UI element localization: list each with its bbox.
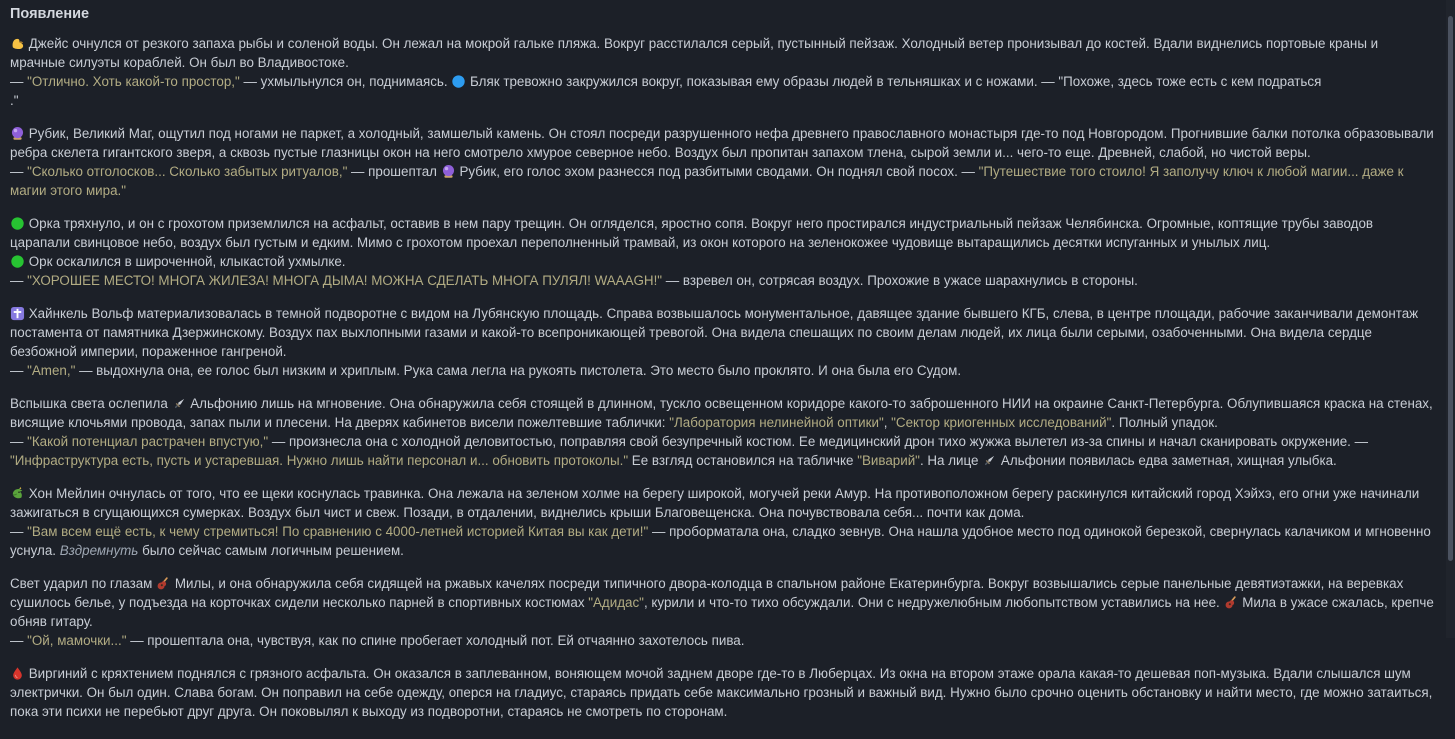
message-paragraph [10, 124, 1435, 200]
narration-text: Альфонию лишь на мгновение. Она обнаружила себя стоящей в длинном, тускло освещенном коридоре какого-то заброшенного НИИ на окраине Санкт-Петербурга. Облупившаяся краска на стенах, висящие клочьями провода, запах пыли и плесени. На дверях кабинетов висели пожелтевшие таблички: [10, 396, 1433, 430]
narration-text: — взревел он, сотрясая воздух. Прохожие в ужасе шарахнулись в стороны. [662, 273, 1138, 288]
narration-text: Орк оскалился в широченной, клыкастой ухмылке. [25, 254, 346, 269]
dialogue-quote: "Лаборатория нелинейной оптики" [669, 415, 884, 430]
narration-text: Бляк тревожно закружился вокруг, показывая ему образы людей в тельняшках и с ножами. — "Похоже, здесь тоже есть с кем подраться [466, 74, 1322, 89]
dialogue-quote: "Amen," [27, 363, 76, 378]
green-circle-icon [10, 216, 25, 231]
crystal-ball-icon [441, 164, 456, 179]
dialogue-quote: "Сколько отголосков... Сколько забытых ритуалов," [27, 164, 348, 179]
dialogue-quote: "Сектор криогенных исследований" [891, 415, 1112, 430]
guitar-icon [1224, 595, 1239, 610]
guitar-icon [156, 576, 171, 591]
dialogue-quote: "Путешествие того стоило! Я заполучу ключ к любой магии... даже к магии этого мира." [10, 164, 1404, 198]
dialogue-quote: "Адидас" [588, 595, 644, 610]
dialogue-quote: "Инфраструктура есть, пусть и устаревшая. Нужно лишь найти персонал и... обновить протоколы." [10, 453, 629, 468]
narration-text: . На лице [919, 453, 983, 468]
narration-text: Ее взгляд остановился на табличке [628, 453, 858, 468]
narration-text: — произнесла она с холодной деловитостью, поправляя свой безупречный костюм. Ее медицинский дрон тихо жужжа вылетел из-за спины и начал сканировать окружение. — [268, 434, 1368, 449]
narration-text: , курили и что-то тихо обсуждали. Они с недружелюбным любопытством уставились на нее. [643, 595, 1224, 610]
blood-drop-icon [10, 666, 25, 681]
dragon-icon [10, 486, 25, 501]
narration-text: . Полный упадок. [1111, 415, 1218, 430]
muscle-icon [10, 36, 25, 51]
narration-text: Виргиний с кряхтением поднялся с грязного асфальта. Он оказался в заплеванном, воняющем мочой заднем дворе где-то в Люберцах. Из окна на втором этаже орала какая-то дешевая поп-музыка. Вдали слышался шум электрички. Он был один. Слава богам. Он поправил на себе одежду, оперся на гладиус, стараясь придать себе максимально грозный и важный вид. Нужно было срочно оценить обстановку и найти место, где можно затаиться, пока эти психи не перебьют друг друга. Он поковылял к выходу из подворотни, стараясь не смотреть по сторонам. [10, 666, 1433, 719]
narration-text: — [10, 363, 28, 378]
narration-text: ." [10, 93, 19, 108]
narration-text: Рубик, Великий Маг, ощутил под ногами не паркет, а холодный, замшелый камень. Он стоял посреди разрушенного нефа древнего православного монастыря где-то под Новгородом. Прогнившие балки потолка образовывали ребра скелета гигантского зверя, а сквозь пустые глазницы окон на него смотрело хмурое северное небо. Воздух был пропитан запахом тлена, сырой земли и... чего-то еще. Древней, слабой, но чистой веры. [10, 126, 1434, 160]
dagger-icon [172, 396, 187, 411]
dialogue-quote: "Виварий" [857, 453, 920, 468]
narration-text: — прошептал [347, 164, 441, 179]
narration-text: Хайнкель Вольф материализовалась в темной подворотне с видом на Лубянскую площадь. Справа возвышалось монументальное, давящее здание бывшего КГБ, слева, в центре площади, рабочие заканчивали демонтаж постамента от памятника Дзержинскому. Воздух пах выхлопными газами и какой-то всепроникающей тревогой. Она видела спешащих по своим делам людей, их лица были серыми, озабоченными. Она видела сердце безбожной империи, пораженное гангреной. [10, 306, 1419, 359]
message-paragraph [10, 574, 1435, 650]
cross-icon [10, 306, 25, 321]
dialogue-quote: "Вам всем ещё есть, к чему стремиться! По сравнению с 4000-летней историей Китая вы как дети!" [27, 524, 649, 539]
italic-text: Вздремнуть [59, 543, 139, 558]
narration-text: Милы, и она обнаружила себя сидящей на ржавых качелях посреди типичного двора-колодца в спальном районе Екатеринбурга. Вокруг возвышались серые панельные девятиэтажки, на веревках сушилось белье, у подъезда на корточках сидели несколько парней в спортивных костюмах [10, 576, 1404, 610]
narration-text: — прошептала она, чувствуя, как по спине пробегает холодный пот. Ей отчаянно захотелось пива. [126, 633, 745, 648]
narration-text: Альфонии появилась едва заметная, хищная улыбка. [997, 453, 1337, 468]
crystal-ball-icon [10, 126, 25, 141]
scrollbar-thumb[interactable] [1448, 16, 1453, 561]
message-paragraph [10, 214, 1435, 290]
narration-text: Вспышка света ослепила [10, 396, 172, 411]
narration-text: — [10, 524, 28, 539]
narration-text: Хон Мейлин очнулась от того, что ее щеки коснулась травинка. Она лежала на зеленом холме на берегу широкой, могучей реки Амур. На противоположном берегу раскинулся китайский город Хэйхэ, его огни уже начинали зажигаться в сгущающихся сумерках. Воздух был чист и свеж. Позади, в отдалении, виднелись крыши Благовещенска. Она почувствовала себя... почти как дома. [10, 486, 1420, 520]
dialogue-quote: "Отлично. Хоть какой-то простор," [27, 74, 240, 89]
narration-text: было сейчас самым логичным решением. [138, 543, 404, 558]
narration-text: Джейс очнулся от резкого запаха рыбы и соленой воды. Он лежал на мокрой гальке пляжа. Вокруг расстилался серый, пустынный пейзаж. Холодный ветер пронизывал до костей. Вдали виднелись портовые краны и мрачные силуэты кораблей. Он был во Владивостоке. [10, 36, 1379, 70]
message-paragraph [10, 484, 1435, 560]
narration-text: — ухмыльнулся он, поднимаясь. [239, 74, 452, 89]
narration-text: — выдохнула она, ее голос был низким и хриплым. Рука сама легла на рукоять пистолета. Это место было проклято. И она была его Судом. [75, 363, 962, 378]
message-title: Появление [10, 6, 90, 22]
narration-text: Рубик, его голос эхом разнесся под разбитыми сводами. Он поднял свой посох. — [455, 164, 979, 179]
message-text [10, 34, 1435, 721]
narration-text: — [10, 164, 28, 179]
narration-text: — [10, 273, 28, 288]
narration-text: — [10, 434, 28, 449]
message-paragraph [10, 34, 1435, 110]
blue-circle-icon [451, 74, 466, 89]
narration-text: — [10, 633, 28, 648]
dialogue-quote: "ХОРОШЕЕ МЕСТО! МНОГА ЖИЛЕЗА! МНОГА ДЫМА! МОЖНА СДЕЛАТЬ МНОГА ПУЛЯЛ! WAAAGH!" [27, 273, 663, 288]
dialogue-quote: "Какой потенциал растрачен впустую," [27, 434, 269, 449]
narration-text: — проборматала она, сладко зевнув. Она нашла удобное место под одинокой березкой, свернулась калачиком и мгновенно уснула. [10, 524, 1431, 558]
message-paragraph [10, 664, 1435, 721]
green-circle-icon [10, 254, 25, 269]
narration-text: Мила в ужасе сжалась, крепче обняв гитару. [10, 595, 1434, 629]
dagger-icon [982, 453, 997, 468]
message-paragraph [10, 394, 1435, 470]
scrollbar[interactable] [1446, 0, 1455, 638]
message-paragraph [10, 304, 1435, 380]
narration-text: , [883, 415, 892, 430]
dialogue-quote: "Ой, мамочки..." [27, 633, 127, 648]
narration-text: Свет ударил по глазам [10, 576, 157, 591]
narration-text: — [10, 74, 28, 89]
narration-text: Орка тряхнуло, и он с грохотом приземлился на асфальт, оставив в нем пару трещин. Он огляделся, яростно сопя. Вокруг него простирался индустриальный пейзаж Челябинска. Огромные, коптящие трубы заводов царапали свинцовое небо, воздух был густым и едким. Мимо с грохотом проехал переполненный трамвай, из окон которого на зеленокожее чудовище вытаращились десятки испуганных и унылых лиц. [10, 216, 1374, 250]
